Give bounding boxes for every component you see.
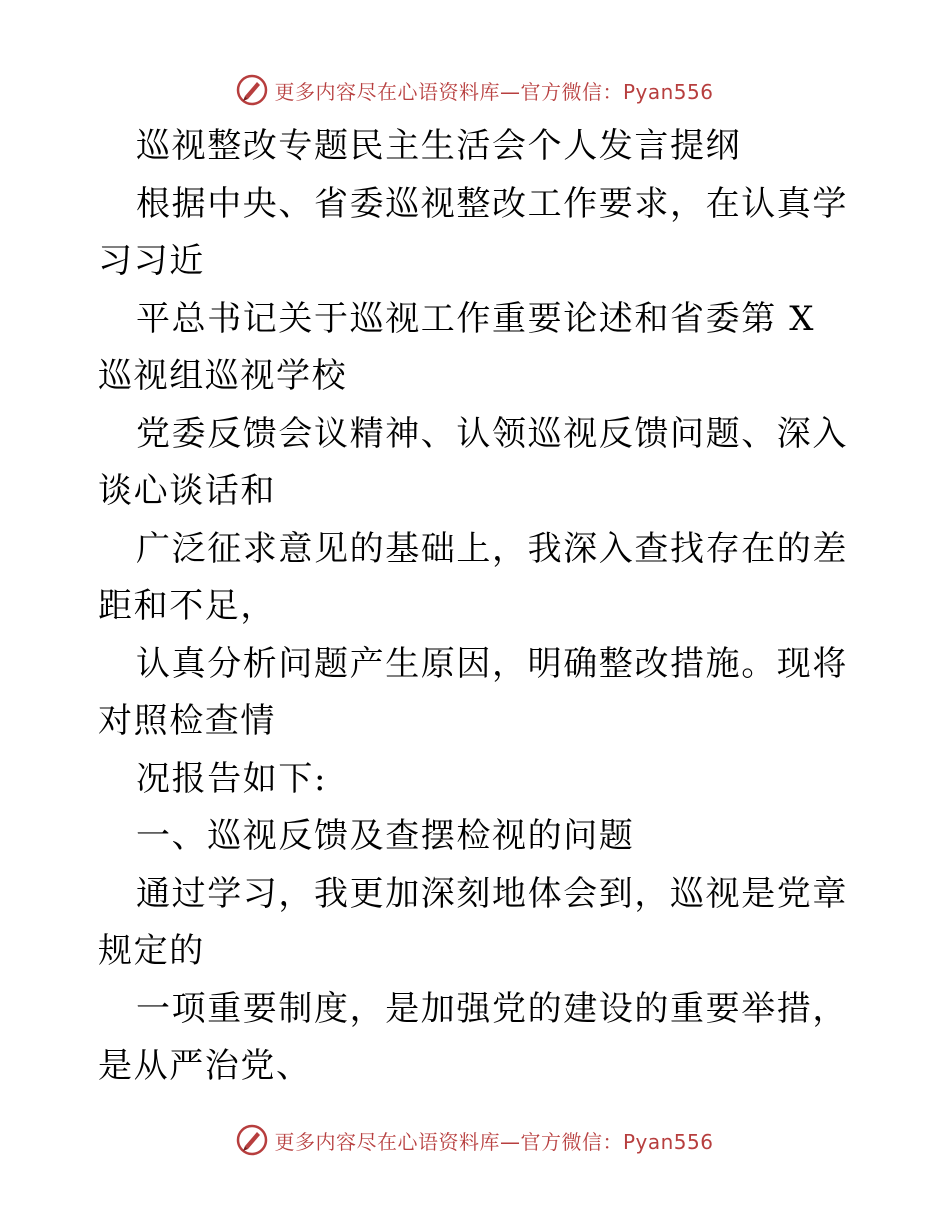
paragraph-line: 况报告如下: <box>136 758 328 799</box>
pen-seal-logo-icon <box>236 1124 268 1156</box>
paragraph-line: 党委反馈会议精神、认领巡视反馈问题、深入谈心谈话和 <box>98 413 848 511</box>
paragraph-line: 根据中央、省委巡视整改工作要求，在认真学习习近 <box>98 183 848 281</box>
document-body <box>98 118 858 1096</box>
header-watermark-banner <box>0 70 950 110</box>
document-title: 巡视整改专题民主生活会个人发言提纲 <box>136 126 742 166</box>
pen-seal-logo-icon <box>236 74 268 106</box>
header-watermark-text: 更多内容尽在心语资料库—官方微信：Pyan556 <box>274 79 714 104</box>
footer-watermark-banner <box>0 1120 950 1160</box>
paragraph-line: 广泛征求意见的基础上，我深入查找存在的差距和不足， <box>98 528 848 626</box>
section-heading: 一、巡视反馈及查摆检视的问题 <box>136 816 635 856</box>
paragraph-line: 一项重要制度，是加强党的建设的重要举措，是从严治党、 <box>98 988 848 1086</box>
paragraph-line: 通过学习，我更加深刻地体会到，巡视是党章规定的 <box>98 873 848 971</box>
footer-watermark-text: 更多内容尽在心语资料库—官方微信：Pyan556 <box>274 1129 714 1154</box>
paragraph-line: 认真分析问题产生原因，明确整改措施。现将对照检查情 <box>98 643 848 741</box>
paragraph-line: 平总书记关于巡视工作重要论述和省委第 X 巡视组巡视学校 <box>98 298 816 396</box>
